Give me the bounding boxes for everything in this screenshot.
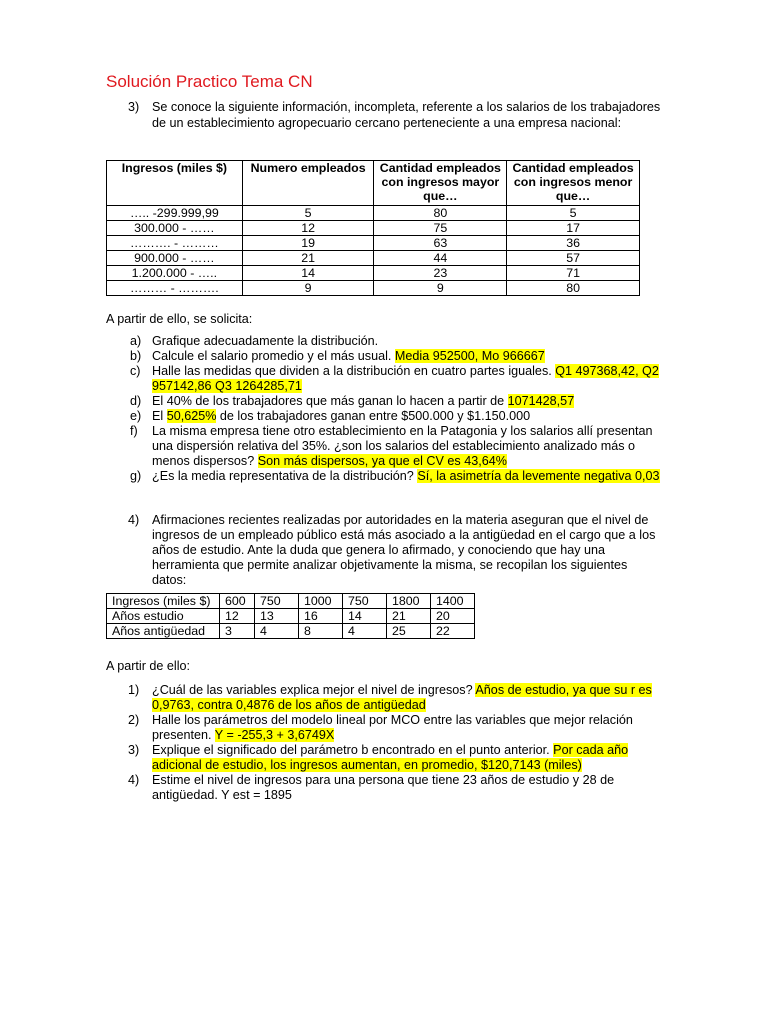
question-4-line: datos: (152, 573, 187, 587)
question-4-line: Afirmaciones recientes realizadas por autoridades en la materia aseguran que el nivel de (152, 513, 649, 527)
item-4-line1: Estime el nivel de ingresos para una persona que tiene 23 años de estudio y 28 de (152, 773, 615, 787)
table-cell: 71 (507, 266, 640, 281)
item-letter: d) (130, 394, 142, 408)
table-header: Cantidad empleados con ingresos mayor que… (374, 161, 507, 206)
item-a-text: Grafique adecuadamente la distribución. (152, 334, 379, 348)
item-1-text (152, 683, 652, 698)
table-row (107, 251, 640, 266)
table-header: Ingresos (miles $) (107, 161, 243, 206)
question-3-line2: de un establecimiento agropecuario cercano perteneciente a una empresa nacional: (152, 116, 622, 130)
table-cell: 8 (299, 624, 343, 639)
table-cell: 14 (242, 266, 374, 281)
table-cell: 44 (374, 251, 507, 266)
table-cell: 5 (242, 206, 374, 221)
table-cell: 5 (507, 206, 640, 221)
item-letter: a) (130, 334, 142, 348)
table-cell: 13 (255, 609, 299, 624)
item-e-answer: 50,625% (166, 409, 217, 423)
item-c-answer: Q1 497368,42, Q2 (555, 364, 659, 378)
item-3-text (152, 743, 628, 758)
question-4-line: herramienta que permite analizar objetivamente la misma, se recopilan los siguientes (152, 558, 628, 572)
table-cell: 3 (220, 624, 255, 639)
table-cell: 14 (343, 609, 387, 624)
item-letter: e) (130, 409, 142, 423)
item-2-answer: Y = -255,3 + 3,6749X (214, 728, 335, 742)
item-1-question: ¿Cuál de las variables explica mejor el nivel de ingresos? (152, 683, 476, 697)
item-4-line2: antigüedad. Y est = 1895 (152, 788, 292, 802)
table-cell: Años antigüedad (107, 624, 220, 639)
table-cell: 23 (374, 266, 507, 281)
question-3-line1: Se conoce la siguiente información, incompleta, referente a los salarios de los trabajadores (152, 100, 661, 114)
item-b-question: Calcule el salario promedio y el más usual. (152, 349, 395, 363)
table-cell: ………. - ……… (107, 236, 243, 251)
table-cell: Años estudio (107, 609, 220, 624)
table-cell: 1400 (431, 594, 475, 609)
table-cell: 750 (343, 594, 387, 609)
item-3-answer-cont: adicional de estudio, los ingresos aumentan, en promedio, $120,7143 (miles) (152, 758, 582, 772)
table-cell: 57 (507, 251, 640, 266)
item-g-question: ¿Es la media representativa de la distribución? (152, 469, 418, 483)
item-c-answer-cont: 957142,86 Q3 1264285,71 (152, 379, 302, 393)
question-4-line: ingresos de un empleado público está más asociado a la antigüedad en el cargo que a los (152, 528, 656, 542)
item-1-answer: Años de estudio, ya que su r es (475, 683, 652, 697)
item-g-text (152, 469, 660, 484)
item-c-line2 (152, 379, 302, 394)
table-cell: ……… - ………. (107, 281, 243, 296)
item-number: 1) (128, 683, 140, 697)
table-cell: 36 (507, 236, 640, 251)
table-row (107, 609, 475, 624)
table-cell: 17 (507, 221, 640, 236)
table-row (107, 624, 475, 639)
table-cell: 80 (507, 281, 640, 296)
table-row (107, 206, 640, 221)
item-number: 4) (128, 773, 140, 787)
table-cell: 21 (387, 609, 431, 624)
table-cell: 25 (387, 624, 431, 639)
item-number: 3) (128, 743, 140, 757)
table-cell: 300.000 - …… (107, 221, 243, 236)
item-2-line2 (152, 728, 334, 743)
item-letter: f) (130, 424, 138, 438)
table-row (107, 236, 640, 251)
table-cell: 63 (374, 236, 507, 251)
table-cell: 900.000 - …… (107, 251, 243, 266)
item-c-question: Halle las medidas que dividen a la distribución en cuatro partes iguales. (152, 364, 556, 378)
question-4-line: años de estudio. Ante la duda que genera lo afirmado, y conociendo que hay una (152, 543, 606, 557)
item-number: 2) (128, 713, 140, 727)
item-f-line2: una dispersión relativa del 35%. ¿son los salarios del establecimiento analizado más o (152, 439, 636, 453)
table-cell: 12 (242, 221, 374, 236)
table-row (107, 221, 640, 236)
study-data-table (106, 593, 475, 639)
item-f-line3 (152, 454, 507, 469)
table-cell: 600 (220, 594, 255, 609)
item-e-pre: El (152, 409, 167, 423)
item-letter: b) (130, 349, 142, 363)
question-3-number: 3) (128, 100, 140, 114)
question-4-number: 4) (128, 513, 140, 527)
item-letter: g) (130, 469, 142, 483)
table-cell: 80 (374, 206, 507, 221)
table-header: Numero empleados (242, 161, 374, 206)
table-cell: 75 (374, 221, 507, 236)
item-2-line1: Halle los parámetros del modelo lineal por MCO entre las variables que mejor relación (152, 713, 633, 727)
item-letter: c) (130, 364, 141, 378)
page-title: Solución Practico Tema CN (106, 72, 313, 91)
item-1-answer-cont: 0,9763, contra 0,4876 de los años de antigüedad (152, 698, 426, 712)
table-row (107, 594, 475, 609)
table-row (107, 266, 640, 281)
item-c-text (152, 364, 659, 379)
item-2-question: presenten. (152, 728, 215, 742)
salary-table (106, 160, 640, 296)
item-d-answer: 1071428,57 (507, 394, 575, 408)
table-cell: 12 (220, 609, 255, 624)
table-cell: 9 (242, 281, 374, 296)
table-cell: 1800 (387, 594, 431, 609)
table-cell: 9 (374, 281, 507, 296)
item-e-text (152, 409, 530, 424)
item-3-answer: Por cada año (553, 743, 629, 757)
table-cell: 1000 (299, 594, 343, 609)
table-cell: 19 (242, 236, 374, 251)
item-d-text (152, 394, 574, 409)
solicita-heading: A partir de ello: (106, 659, 191, 673)
table-cell: 750 (255, 594, 299, 609)
table-cell: ….. -299.999,99 (107, 206, 243, 221)
table-header: Cantidad empleados con ingresos menor que… (507, 161, 640, 206)
table-cell: 4 (255, 624, 299, 639)
table-cell: 20 (431, 609, 475, 624)
table-cell: 22 (431, 624, 475, 639)
table-row (107, 281, 640, 296)
table-cell: 16 (299, 609, 343, 624)
item-f-line1: La misma empresa tiene otro establecimiento en la Patagonia y los salarios allí presentan (152, 424, 653, 438)
item-g-answer: Sí, la asimetría da levemente negativa 0,03 (417, 469, 660, 483)
item-3-question: Explique el significado del parámetro b encontrado en el punto anterior. (152, 743, 554, 757)
item-f-answer: Son más dispersos, ya que el CV es 43,64% (257, 454, 507, 468)
item-b-answer: Media 952500, Mo 966667 (394, 349, 545, 363)
item-e-question: de los trabajadores ganan entre $500.000 y $1.150.000 (216, 409, 531, 423)
table-cell: 1.200.000 - ….. (107, 266, 243, 281)
item-d-question: El 40% de los trabajadores que más ganan lo hacen a partir de (152, 394, 508, 408)
item-1-line2 (152, 698, 426, 713)
solicita-heading: A partir de ello, se solicita: (106, 312, 253, 326)
table-cell: 21 (242, 251, 374, 266)
table-cell: 4 (343, 624, 387, 639)
item-3-line2 (152, 758, 582, 773)
item-b-text (152, 349, 545, 364)
item-f-question: menos dispersos? (152, 454, 258, 468)
table-cell: Ingresos (miles $) (107, 594, 220, 609)
